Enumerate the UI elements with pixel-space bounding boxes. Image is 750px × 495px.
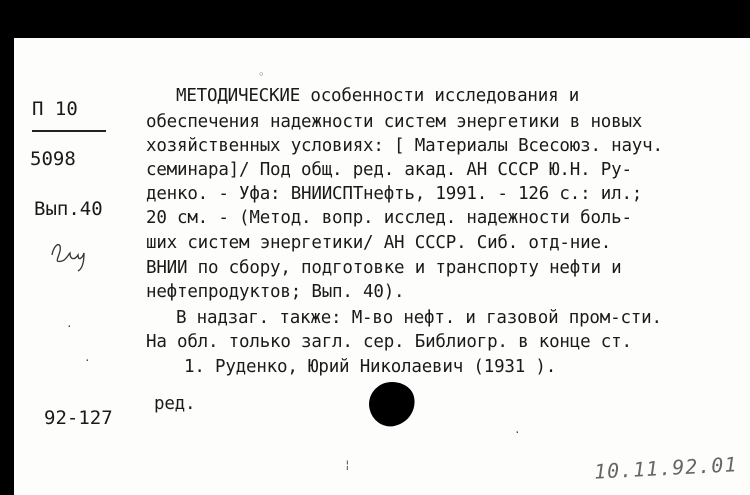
shelf-mark-underline [32, 130, 106, 132]
accession-number: 92-127 [44, 407, 113, 429]
text-line-11: На обл. только загл. сер. Библиогр. в конце ст. [146, 332, 632, 352]
card-number: 5098 [30, 148, 76, 170]
text-line-5: денко. - Уфа: ВНИИСПТнефть, 1991. - 126 с.: ил.; [146, 184, 643, 204]
speckle-mark: · [66, 320, 73, 333]
text-line-13: ред. [154, 394, 196, 414]
text-line-4: семинара]/ Под общ. ред. акад. АН СССР Ю.Н. Ру- [146, 160, 632, 180]
text-line-6: 20 см. - (Метод. вопр. исслед. надежности боль- [146, 208, 632, 228]
speckle-mark: · [84, 354, 91, 367]
text-line-7: ших систем энергетики/ АН СССР. Сиб. отд-ние. [146, 233, 612, 253]
text-line-8: ВНИИ по сбору, подготовке и транспорту нефти и [146, 258, 622, 278]
issue-number: Вып.40 [34, 198, 103, 220]
ink-blot [365, 378, 419, 431]
speckle-mark: · [514, 426, 521, 439]
handwritten-note [48, 233, 94, 273]
text-line-3: хозяйственных условиях: [ Материалы Всесоюз. науч. [146, 136, 663, 156]
speckle-mark: ◦ [258, 68, 265, 81]
catalog-card [14, 38, 750, 495]
text-line-9: нефтепродуктов; Вып. 40). [146, 282, 405, 302]
text-line-12: 1. Руденко, Юрий Николаевич (1931 ). [184, 357, 557, 377]
text-line-2: обеспечения надежности систем энергетики в новых [146, 112, 643, 132]
date-stamp: 10.11.92.01 [593, 452, 738, 484]
text-line-1: МЕТОДИЧЕСКИЕ особенности исследования и [176, 86, 580, 106]
shelf-mark: П 10 [32, 98, 78, 120]
speckle-mark: ¦ [344, 458, 351, 471]
text-line-10: В надзаг. также: М-во нефт. и газовой пром-сти. [176, 308, 662, 328]
